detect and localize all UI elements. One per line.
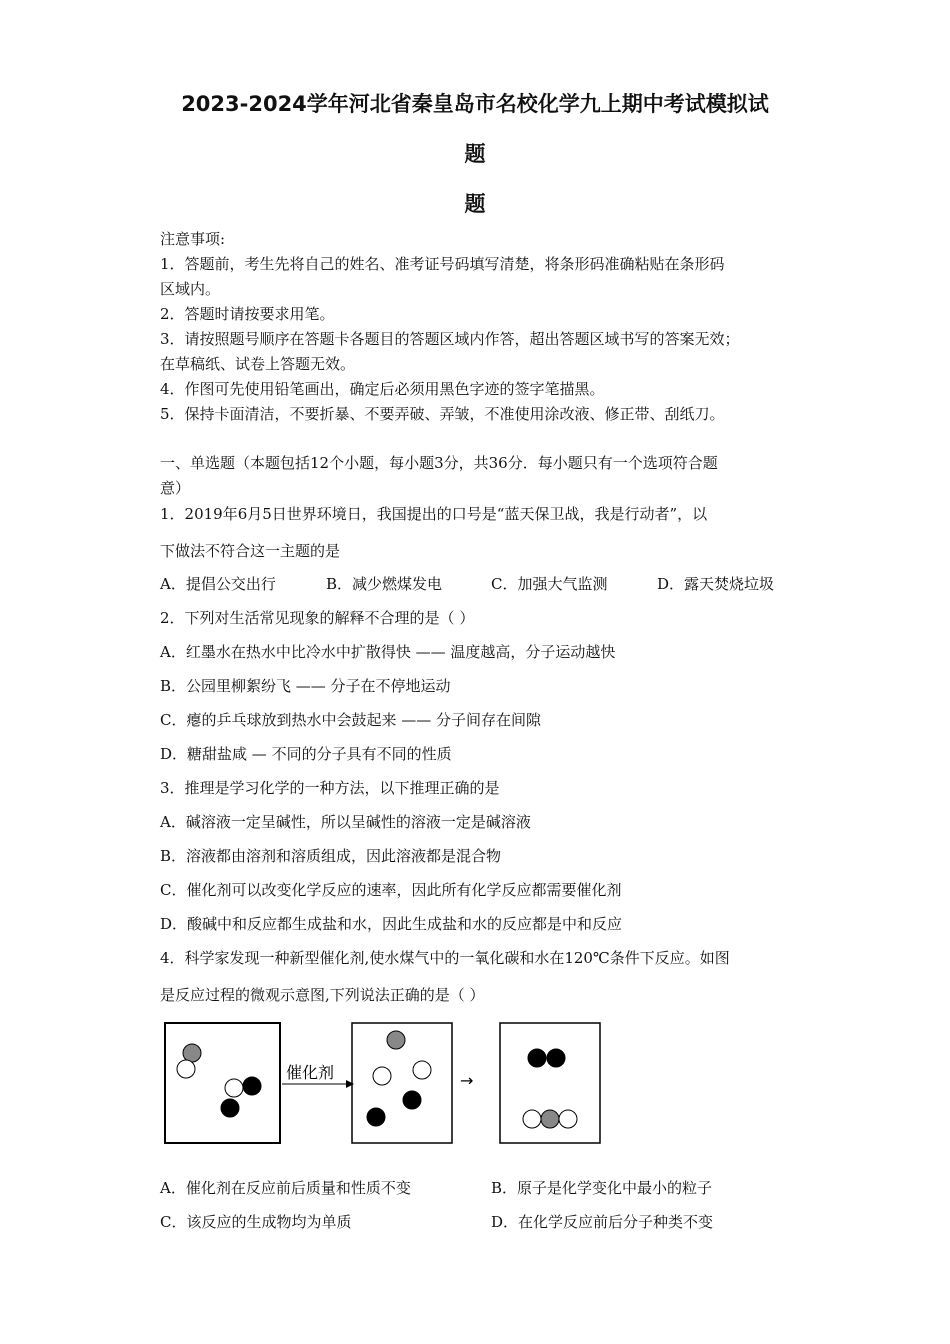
black-atom (221, 1099, 239, 1117)
exam-title-line2: 题 (464, 142, 486, 166)
notice-item: 1．答题前，考生先将自己的姓名、准考证号码填写清楚，将条形码准确粘贴在条形码 (160, 255, 725, 273)
black-atom (528, 1049, 546, 1067)
q2-option-a: A．红墨水在热水中比冷水中扩散得快 —— 温度越高，分子运动越快 (160, 643, 616, 661)
q2-option-c: C．瘪的乒乓球放到热水中会鼓起来 —— 分子间存在间隙 (160, 711, 542, 729)
white-atom (523, 1110, 541, 1128)
arrow-glyph: → (460, 1071, 474, 1090)
gray-atom (183, 1044, 201, 1062)
q2-option-b: B．公园里柳絮纷飞 —— 分子在不停地运动 (160, 677, 451, 695)
q4-option-c: C．该反应的生成物均为单质 (160, 1213, 352, 1231)
gray-atom (387, 1031, 405, 1049)
q2-option-d: D．糖甜盐咸 — 不同的分子具有不同的性质 (160, 745, 452, 763)
notice-item: 5．保持卡面清洁，不要折暴、不要弄破、弄皱，不准使用涂改液、修正带、刮纸刀。 (160, 405, 725, 423)
catalyst-label: 催化剂 (286, 1063, 335, 1082)
white-atom (225, 1079, 243, 1097)
q3-stem: 3．推理是学习化学的一种方法，以下推理正确的是 (160, 779, 500, 797)
notice-heading: 注意事项: (160, 230, 226, 248)
q4-stem-cont: 是反应过程的微观示意图,下列说法正确的是（ ） (160, 986, 485, 1004)
black-atom (547, 1049, 565, 1067)
black-atom (367, 1108, 385, 1126)
q1-stem: 1．2019年6月5日世界环境日，我国提出的口号是“蓝天保卫战，我是行动者”，以 (160, 505, 708, 523)
white-atom (373, 1067, 391, 1085)
q4-option-a: A．催化剂在反应前后质量和性质不变 (160, 1179, 411, 1197)
q3-option-b: B．溶液都由溶剂和溶质组成，因此溶液都是混合物 (160, 847, 502, 865)
q3-option-c: C．催化剂可以改变化学反应的速率，因此所有化学反应都需要催化剂 (160, 881, 622, 899)
black-atom (403, 1091, 421, 1109)
notice-item: 4．作图可先使用铅笔画出，确定后必须用黑色字迹的签字笔描黑。 (160, 380, 605, 398)
exam-title-line3: 题 (464, 192, 486, 216)
notice-item: 区域内。 (160, 280, 221, 298)
q1-option-d: D．露天焚烧垃圾 (657, 575, 775, 593)
arrow-head (346, 1080, 354, 1088)
q4-option-b: B．原子是化学变化中最小的粒子 (491, 1179, 713, 1197)
white-atom (559, 1110, 577, 1128)
q1-stem-cont: 下做法不符合这一主题的是 (160, 542, 341, 560)
exam-title-line1: 2023-2024学年河北省秦皇岛市名校化学九上期中考试模拟试 (181, 92, 769, 116)
q2-stem: 2．下列对生活常见现象的解释不合理的是（ ） (160, 609, 475, 627)
black-atom (243, 1077, 261, 1095)
q3-option-a: A．碱溶液一定呈碱性，所以呈碱性的溶液一定是碱溶液 (160, 813, 531, 831)
section-heading-cont: 意） (160, 479, 191, 497)
q3-option-d: D．酸碱中和反应都生成盐和水，因此生成盐和水的反应都是中和反应 (160, 915, 623, 933)
white-atom (413, 1061, 431, 1079)
q1-option-a: A．提倡公交出行 (160, 575, 276, 593)
reactant-box (165, 1023, 280, 1143)
section-heading: 一、单选题（本题包括12个小题，每小题3分，共36分．每小题只有一个选项符合题 (160, 454, 718, 472)
notice-item: 3．请按照题号顺序在答题卡各题目的答题区域内作答，超出答题区域书写的答案无效； (160, 330, 740, 348)
notice-item: 2．答题时请按要求用笔。 (160, 305, 335, 323)
q1-option-c: C．加强大气监测 (491, 575, 608, 593)
notice-item: 在草稿纸、试卷上答题无效。 (160, 355, 356, 373)
reaction-diagram (160, 1018, 610, 1148)
q1-option-b: B．减少燃煤发电 (326, 575, 443, 593)
q4-option-d: D．在化学反应前后分子种类不变 (491, 1213, 714, 1231)
q4-stem: 4．科学家发现一种新型催化剂,使水煤气中的一氧化碳和水在120℃条件下反应。如图 (160, 949, 730, 967)
white-atom (177, 1060, 195, 1078)
gray-atom (541, 1110, 559, 1128)
